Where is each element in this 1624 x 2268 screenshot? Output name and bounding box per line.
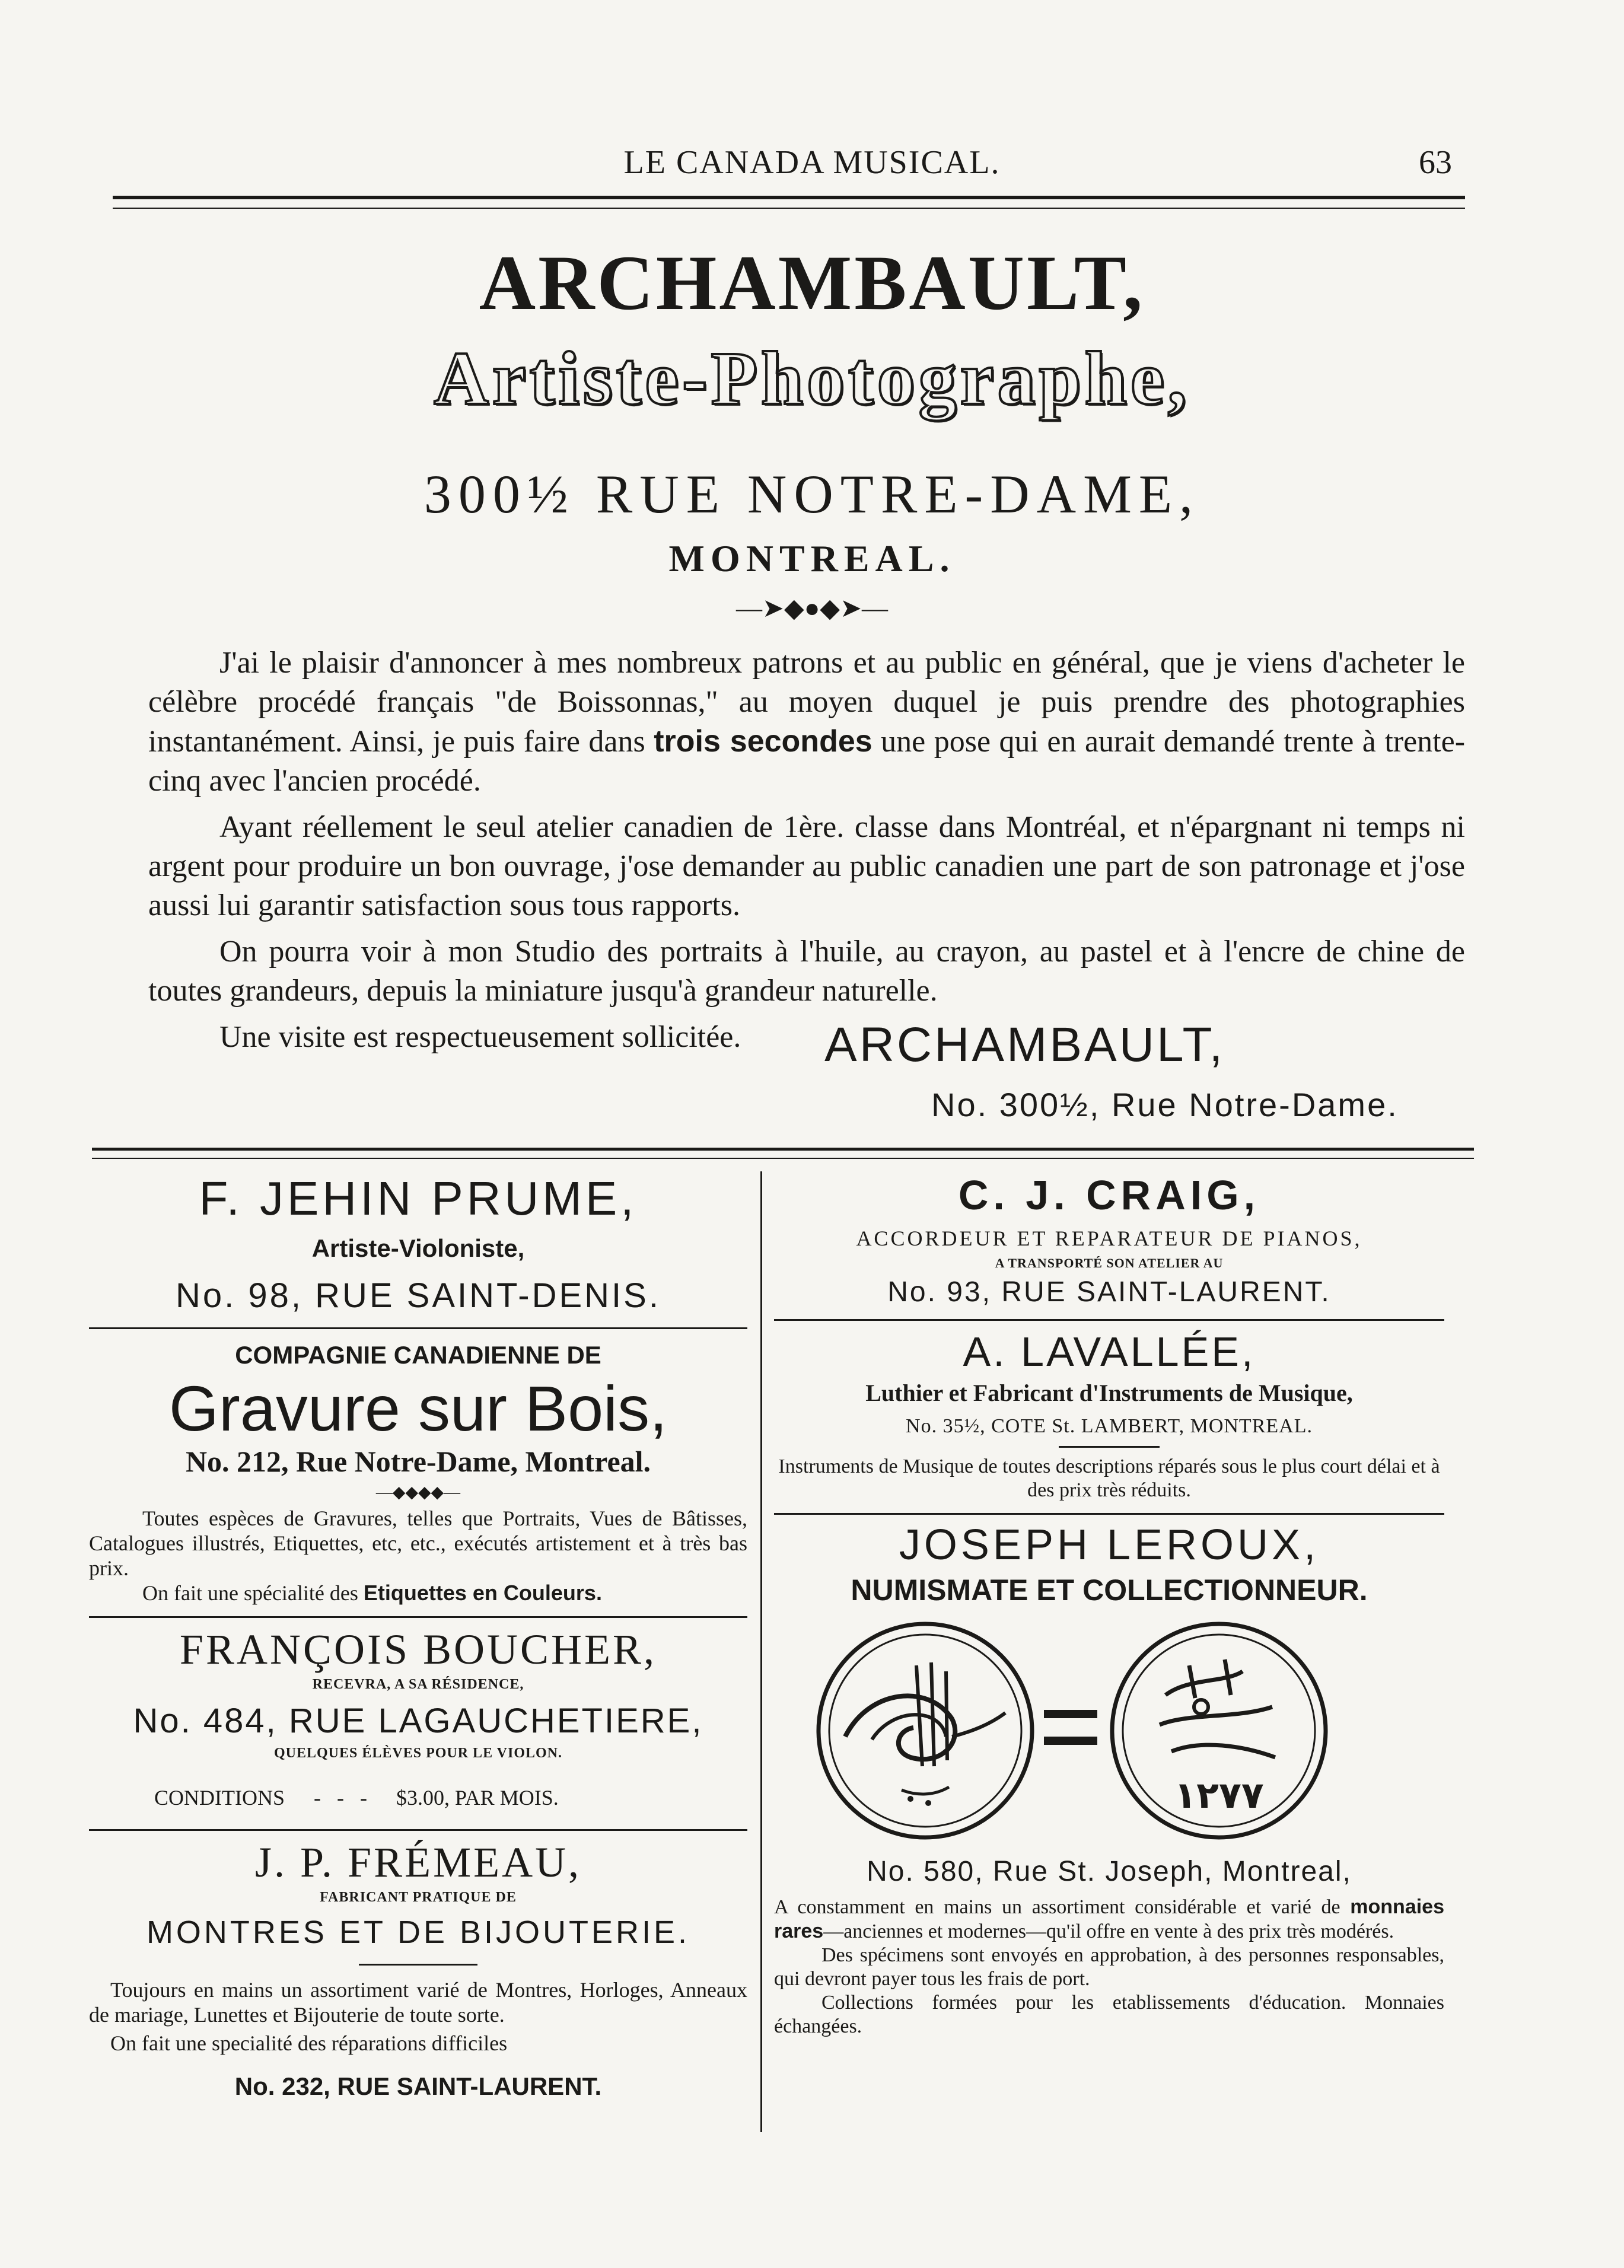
gravure-specialty: On fait une spécialité des Etiquettes en Couleurs. — [142, 1581, 602, 1605]
divider — [89, 1327, 747, 1329]
fremeau-note: FABRICANT PRATIQUE DE — [320, 1890, 517, 1905]
boucher-name: FRANÇOIS BOUCHER, — [179, 1626, 657, 1673]
right-column — [774, 1171, 1444, 2038]
coin-illustration — [774, 1618, 1444, 1849]
coin-year: ١٢٧٧ — [1174, 1773, 1264, 1817]
ad-paragraph: Une visite est respectueusement sollicitée. — [219, 1020, 741, 1054]
header-rule — [113, 196, 1465, 199]
right-coin-reverse — [1112, 1624, 1326, 1837]
divider-short — [1059, 1446, 1160, 1448]
page-number: 63 — [1419, 144, 1452, 181]
leroux-p3: Collections formées pour les etablissements d'éducation. Monnaies échangées. — [774, 1992, 1444, 2037]
boucher-pupils: QUELQUES ÉLÈVES POUR LE VIOLON. — [273, 1745, 562, 1761]
ad-city: MONTREAL. — [668, 537, 956, 579]
leroux-p2: Des spécimens sont envoyés en approbation, à des personnes responsables, qui devront payer tous les frais de port. — [774, 1944, 1444, 1990]
equals-bar — [1044, 1737, 1097, 1745]
leroux-name: JOSEPH LEROUX, — [899, 1521, 1320, 1569]
ad-paragraph: J'ai le plaisir d'annoncer à mes nombreux patrons et au public en général, que je viens d'acheter le célèbre procédé français "de Boissonnas," au moyen duquel je puis prendre des photographies instantanément. Ainsi, je puis faire dans trois secondes une pose qui en aurait demandé trente à trente-cinq avec l'ancien procédé. — [148, 646, 1466, 798]
boucher-note: RECEVRA, A SA RÉSIDENCE, — [312, 1677, 524, 1692]
divider — [89, 1616, 747, 1618]
fremeau-repairs: On fait une specialité des réparations difficiles — [110, 2031, 508, 2055]
fremeau-trade: MONTRES ET DE BIJOUTERIE. — [146, 1915, 690, 1950]
divider-short — [359, 1964, 477, 1966]
conditions-dashes: - - - — [314, 1786, 367, 1810]
fremeau-body: Toujours en mains un assortiment varié de Montres, Horloges, Anneaux de mariage, Lunettes et Bijouterie de toute sorte. — [89, 1978, 747, 2027]
craig-note: A TRANSPORTÉ SON ATELIER AU — [995, 1256, 1224, 1270]
ad-address: 300½ RUE NOTRE-DAME, — [423, 464, 1201, 524]
ad-paragraph: Ayant réellement le seul atelier canadien de 1ère. classe dans Montréal, et n'épargnant ni temps ni argent pour produire un bon ouvrage, j'ose demander au public canadien une part de son patronage et j'ose aussi lui garantir satisfaction sous tous rapports. — [148, 810, 1465, 922]
conditions-value: $3.00, PAR MOIS. — [396, 1786, 559, 1810]
jehin-role: Artiste-Violoniste, — [311, 1234, 525, 1262]
fremeau-name: J. P. FRÉMEAU, — [254, 1839, 582, 1886]
lavallee-body: Instruments de Musique de toutes descriptions réparés sous le plus court délai et à des prix très réduits. — [778, 1455, 1440, 1501]
lavallee-name: A. LAVALLÉE, — [963, 1329, 1256, 1375]
divider — [89, 1829, 747, 1831]
boucher-conditions — [89, 1785, 747, 1810]
ad-title: ARCHAMBAULT, — [479, 239, 1145, 326]
gravure-company: COMPAGNIE CANADIENNE DE — [235, 1341, 601, 1369]
ad-subtitle: Artiste-Photographe, — [434, 336, 1190, 421]
running-head: LE CANADA MUSICAL. — [623, 144, 1001, 181]
ad-body — [148, 644, 1465, 1057]
jehin-address: No. 98, RUE SAINT-DENIS. — [176, 1276, 661, 1315]
section-rule — [92, 1148, 1474, 1151]
signature-name: ARCHAMBAULT, — [824, 1018, 1225, 1072]
leroux-title: NUMISMATE ET COLLECTIONNEUR. — [851, 1573, 1368, 1607]
coin-figure — [774, 1618, 1444, 1849]
boucher-address: No. 484, RUE LAGAUCHETIERE, — [133, 1702, 703, 1740]
ornament-divider: —➤◆●◆➤— — [736, 594, 888, 623]
lavallee-trade: Luthier et Fabricant d'Instruments de Musique, — [865, 1380, 1353, 1406]
leroux-address: No. 580, Rue St. Joseph, Montreal, — [867, 1856, 1352, 1887]
jehin-name: F. JEHIN PRUME, — [199, 1172, 638, 1225]
ornament-divider: —◆◆◆◆— — [375, 1483, 461, 1502]
lavallee-address: No. 35½, COTE St. LAMBERT, MONTREAL. — [906, 1415, 1313, 1437]
leroux-body: A constamment en mains un assortiment considérable et varié de monnaies rares—anciennes et modernes—qu'il offre en vente à des prix très modérés. — [774, 1896, 1444, 1942]
conditions-label: CONDITIONS — [154, 1786, 285, 1810]
header-rule-thin — [113, 208, 1465, 209]
craig-name: C. J. CRAIG, — [958, 1172, 1260, 1218]
divider — [774, 1319, 1444, 1321]
gravure-body: Toutes espèces de Gravures, telles que Portraits, Vues de Bâtisses, Catalogues illustrés, Etiquettes, etc, etc., exécutés artistement et à très bas prix. — [89, 1506, 747, 1580]
craig-trade: ACCORDEUR ET REPARATEUR DE PIANOS, — [856, 1227, 1362, 1250]
ad-paragraph: On pourra voir à mon Studio des portraits à l'huile, au crayon, au pastel et à l'encre de chine de toutes grandeurs, depuis la miniature jusqu'à grandeur naturelle. — [148, 935, 1465, 1008]
gravure-address: No. 212, Rue Notre-Dame, Montreal. — [185, 1445, 651, 1478]
craig-address: No. 93, RUE SAINT-LAURENT. — [887, 1276, 1331, 1308]
left-column — [89, 1171, 747, 2101]
fremeau-address: No. 232, RUE SAINT-LAURENT. — [234, 2072, 602, 2100]
left-coin-obverse — [819, 1624, 1032, 1837]
divider — [774, 1513, 1444, 1515]
column-divider — [760, 1171, 762, 2132]
gravure-title: Gravure sur Bois, — [168, 1372, 668, 1444]
signature-address: No. 300½, Rue Notre-Dame. — [931, 1086, 1399, 1123]
equals-bar — [1044, 1710, 1097, 1718]
section-rule-thin — [92, 1158, 1474, 1159]
